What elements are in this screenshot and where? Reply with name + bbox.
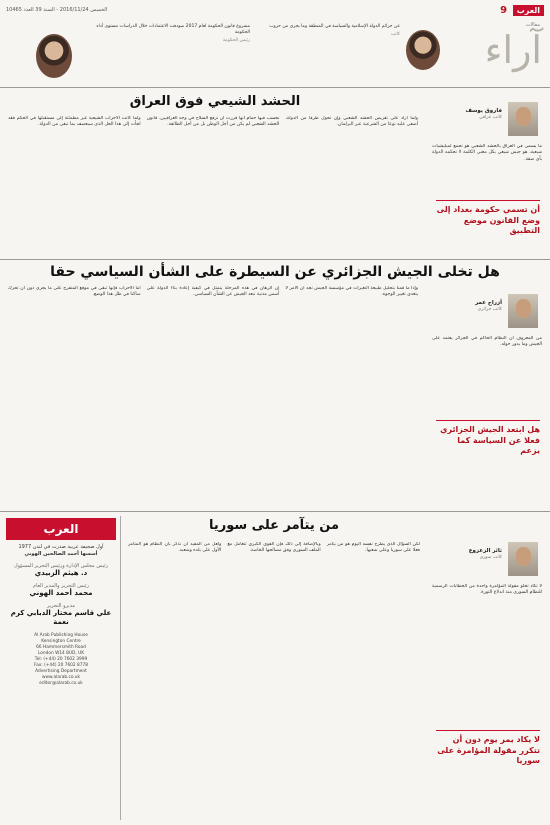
article-section: [0, 260, 550, 512]
article-columns: [432, 584, 542, 724]
article-paragraph: ولما كانت الأحزاب الشيعية غير مطمئنة إلى مستقبلها في الحكم فقد لجأت إلى هذا الحل الذي سيعصف بما تبقى من الدولة.: [7, 116, 141, 128]
masthead-right-byline: كاتب: [390, 32, 400, 37]
article-paragraph: إن الرهان في هذه المرحلة يتمثل في كيفية إعادة بناء الدولة على أسس مدنية تبعد الجيش عن الشأن السياسي.: [146, 286, 280, 298]
author-title: كاتب عراقي: [479, 115, 502, 120]
article-paragraph: أما الأحزاب فإنها تبقى في موقع المتفرج على ما يجري دون أن تحرك ساكنا في ظل هذا الوضع.: [7, 286, 141, 298]
page-number: 9: [500, 4, 508, 16]
article-section: [124, 512, 550, 825]
article-columns: [432, 144, 542, 196]
author-photo: [508, 102, 538, 136]
author-name: فاروق يوسف كاتب عراقي: [442, 108, 502, 120]
article-paragraph: وإذا ما قمنا بتحليل طبيعة التغيرات في مؤسسة الجيش نجد أن الأمر لا يتعدى تغيير الوجوه.: [285, 286, 418, 298]
brand-logo: العرب: [513, 5, 544, 16]
article-columns: [8, 286, 418, 506]
pull-quote: أن تسمي حكومة بغداد إلى وضع القانون موضع التطبيق: [436, 200, 540, 237]
credit-name: محمد أحمد الهوني: [29, 589, 93, 597]
author-name: أزراج عمر كاتب جزائري: [442, 300, 502, 312]
author-title: كاتب سوري: [479, 555, 502, 560]
section-title: آراء: [484, 28, 542, 72]
publication-credits: [6, 518, 116, 818]
credit-name: علي قاسم مختار الدبابي كرم نعمة: [10, 609, 112, 626]
column-divider: [120, 516, 121, 820]
article-headline: هل تخلى الجيش الجزائري عن السيطرة على الشأن السياسي حقا: [50, 264, 500, 280]
pull-quote: هل ابتعد الجيش الجزائري فعلا عن السياسة كما يزعم: [436, 420, 540, 457]
article-headline: من يتآمر على سوريا: [208, 518, 340, 533]
credit-role: مديرو التحرير: [46, 603, 75, 609]
article-paragraph: لا تكاد تخلو مقولة المؤامرة واحدة من الخطابات الرسمية للنظام السوري منذ اندلاع الثورة.: [432, 584, 542, 596]
article-section: [0, 88, 550, 260]
article-paragraph: بحسب فيها حمام أنها قررت أن ترفع السلاح في وجه العراقيين. قانون الحشد الشعبي لم يكن من أجل الوطن بل من أجل الطائفة.: [146, 116, 280, 128]
author-avatar: [406, 30, 440, 70]
founding-note: أول صحيفة عربية صدرت في لندن 1977: [18, 544, 104, 550]
credit-role: رئيس مجلس الإدارة ورئيس التحرير المسؤول: [13, 563, 109, 569]
top-bar: [6, 3, 544, 17]
article-columns: [8, 116, 418, 256]
author-photo: [508, 542, 538, 576]
contact-address: Al Arab Publishing House Kensington Centre 66 Hammersmith Road London W14 8UD, UK Tel: (+44) 20 7602 3999 Fax: (+44) 20 7602 8778 Advertising Department www.alarab.co.uk editor@alarab.co.uk: [34, 633, 88, 686]
article-paragraph: ولعل من المفيد أن نذكر بأن النظام هو المتآمر الأول على بلده وشعبه.: [128, 542, 222, 554]
credit-role: رئيس التحرير والمدير العام: [33, 583, 89, 589]
author-name: ثائر الزعزوع كاتب سوري: [442, 548, 502, 560]
masthead: [0, 0, 550, 88]
article-paragraph: لكن السؤال الذي يطرح نفسه اليوم هو من يتآمر فعلا على سوريا وعلى شعبها.: [326, 542, 420, 554]
article-columns: [128, 542, 420, 820]
founder-name: أسسها أحمد الصالحين الهوني: [24, 551, 98, 557]
masthead-right-column: [240, 24, 400, 82]
brand-logo: العرب: [6, 518, 116, 540]
author-title: كاتب جزائري: [477, 307, 502, 312]
article-paragraph: ما يسمى في العراق بالحشد الشعبي هو تجمع لميليشيات شيعية، هو جيش شيعي بكل معنى الكلمة لا تحكمه الدولة بأي صفة.: [432, 144, 542, 162]
masthead-right-text: عن جرائم الدولة الإسلامية والسياسة في المنطقة وما يجري من حروب: [269, 24, 400, 29]
masthead-left-column: [80, 24, 250, 82]
section-subtitle: مقالات: [525, 22, 540, 28]
article-columns: [432, 336, 542, 416]
masthead-left-text: مشروع قانون الحكومة لعام 2017 صودقت الاعتمادات خلال الدراسات مستوى أداء الحكومة: [96, 24, 250, 35]
masthead-left-byline: رئيس الحكومة: [222, 38, 250, 43]
pull-quote: لا يكاد يمر يوم دون أن تتكرر مقولة المؤامرة على سوريا: [436, 730, 540, 767]
credit-name: د. هيثم الزبيدي: [34, 569, 88, 577]
issue-info: الخميس 2016/11/24 - السنة 39 العدد 10465: [6, 7, 108, 13]
article-headline: الحشد الشيعي فوق العراق: [129, 94, 301, 109]
author-photo: [508, 294, 538, 328]
author-avatar: [36, 34, 72, 78]
article-paragraph: ولما أراد على تقريس الحشد الشعبي وإن تحول طرفا من الدولة، أضفى عليه نوعا من الشرعية عبر البرلمان.: [285, 116, 418, 128]
article-paragraph: من المعروف أن النظام الحاكم في الجزائر يعتمد على الجيش وما يدور حوله.: [432, 336, 542, 348]
article-paragraph: وبالإضافة إلى ذلك فإن القوى الكبرى تتعامل مع الملف السوري وفق مصالحها الخاصة.: [227, 542, 321, 554]
